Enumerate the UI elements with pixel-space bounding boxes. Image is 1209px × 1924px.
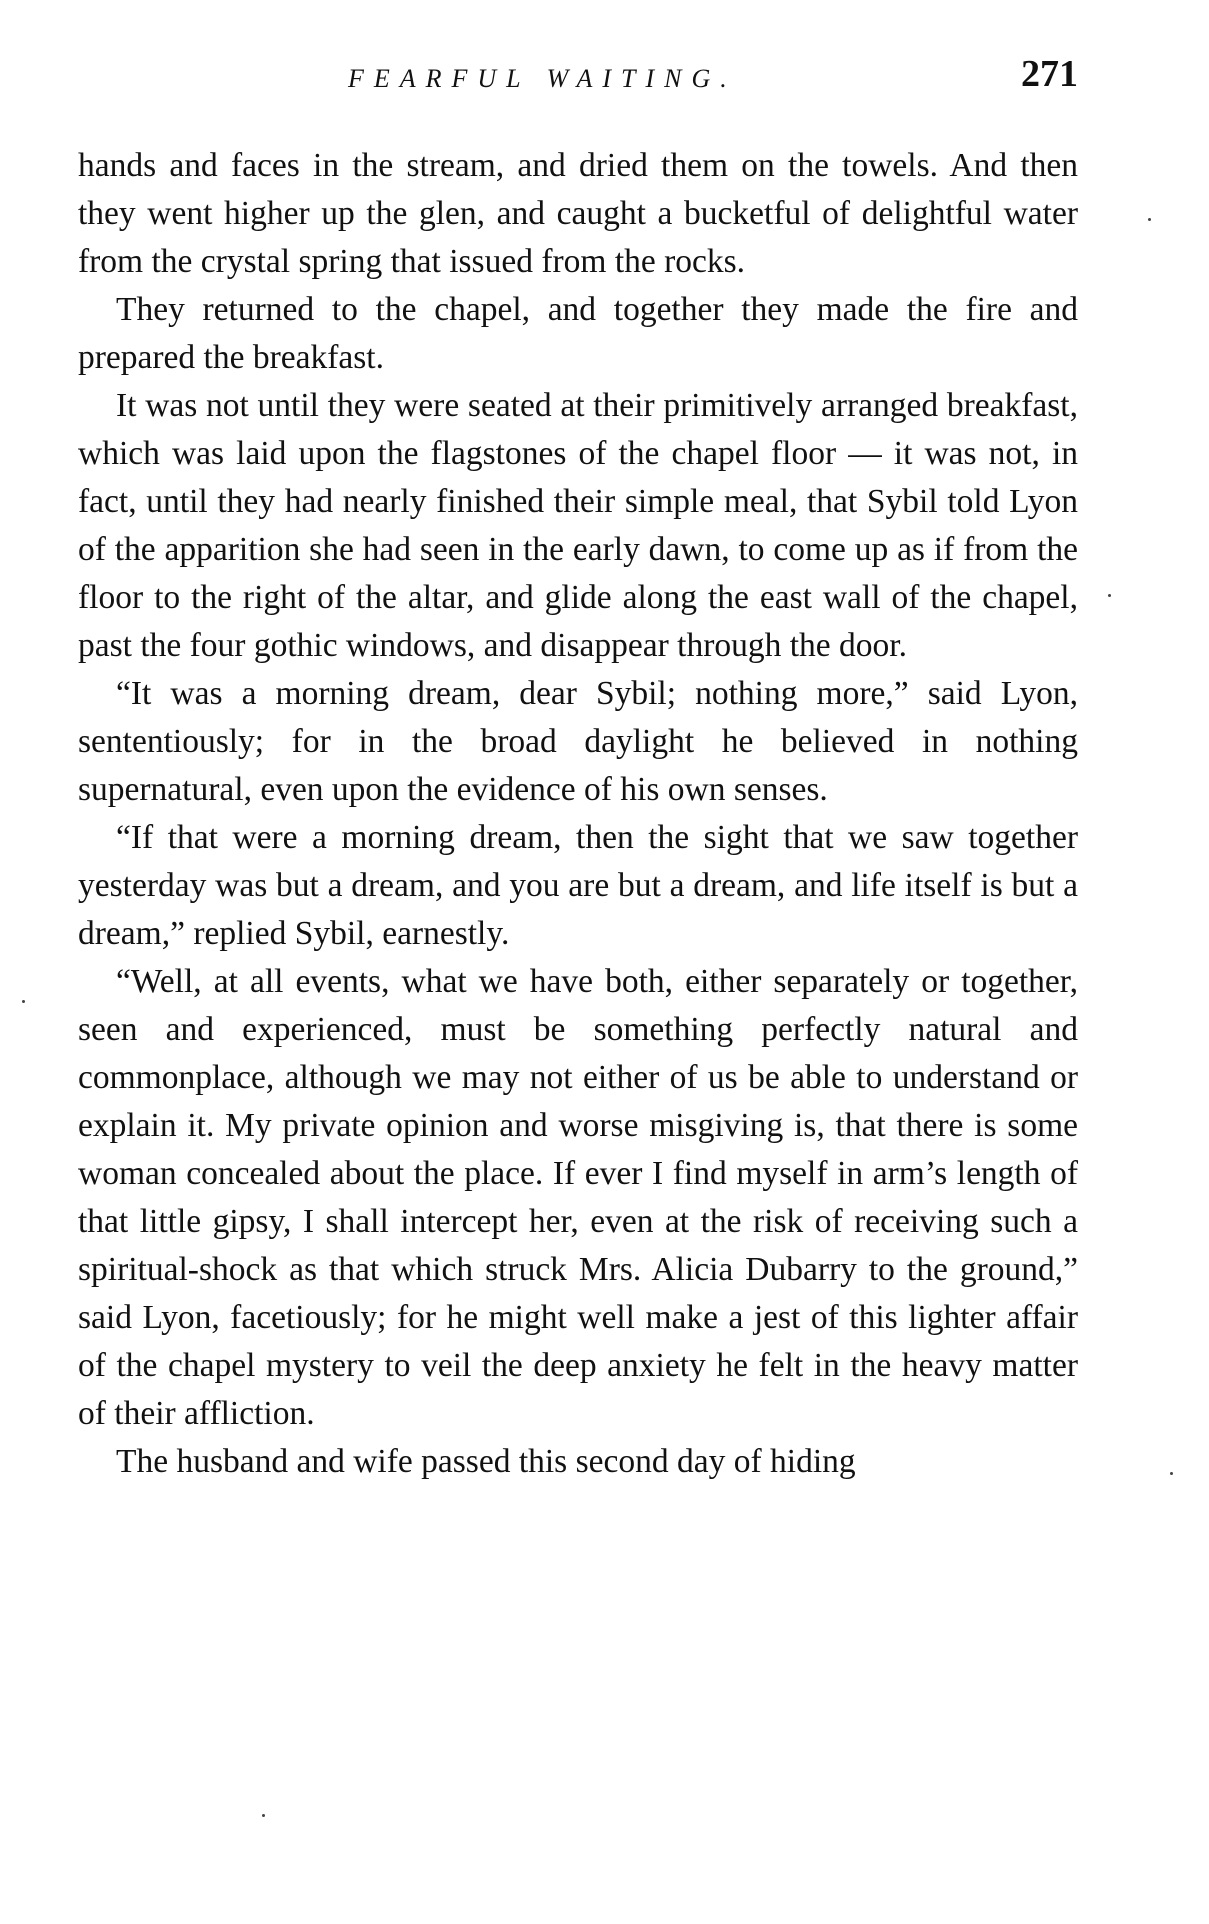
paragraph: hands and faces in the stream, and dried them on the towels. And then they went higher up the glen, and caught a bucketful of delightful water from the crystal spring that issued from the rocks. — [78, 147, 1078, 280]
body-text — [78, 142, 1078, 1486]
paragraph: “It was a morning dream, dear Sybil; nothing more,” said Lyon, sententiously; for in the broad daylight he believed in nothing supernatural, even upon the evidence of his own senses. — [78, 675, 1078, 808]
print-speck — [22, 1000, 25, 1003]
print-speck — [262, 1814, 265, 1817]
paragraph: It was not until they were seated at their primitively arranged breakfast, which was laid upon the flagstones of the chapel floor — it was not, in fact, until they had nearly finished their simple meal, that Sybil told Lyon of the apparition she had seen in the early dawn, to come up as if from the floor to the right of the altar, and glide along the east wall of the chapel, past the four gothic windows, and disappear through the door. — [78, 387, 1078, 664]
running-title: FEARFUL WAITING. — [348, 64, 737, 93]
paragraph: They returned to the chapel, and together they made the fire and prepared the breakfast. — [78, 291, 1078, 376]
print-speck — [1148, 218, 1151, 221]
print-speck — [1170, 1472, 1173, 1475]
running-head — [78, 52, 1078, 112]
page-number: 271 — [1021, 53, 1078, 95]
paragraph: “Well, at all events, what we have both, either separately or together, seen and experienced, must be something perfectly natural and commonplace, although we may not either of us be able to understand or explain it. My private opinion and worse misgiving is, that there is some woman concealed about the place. If ever I find myself in arm’s length of that little gipsy, I shall intercept her, even at the risk of receiving such a spiritual-shock as that which struck Mrs. Alicia Dubarry to the ground,” said Lyon, facetiously; for he might well make a jest of this lighter affair of the chapel mystery to veil the deep anxiety he felt in the heavy matter of their affliction. — [78, 963, 1078, 1432]
print-speck — [1108, 594, 1111, 597]
paragraph: The husband and wife passed this second day of hiding — [116, 1443, 856, 1480]
paragraph: “If that were a morning dream, then the sight that we saw together yesterday was but a dream, and you are but a dream, and life itself is but a dream,” replied Sybil, earnestly. — [78, 819, 1078, 952]
